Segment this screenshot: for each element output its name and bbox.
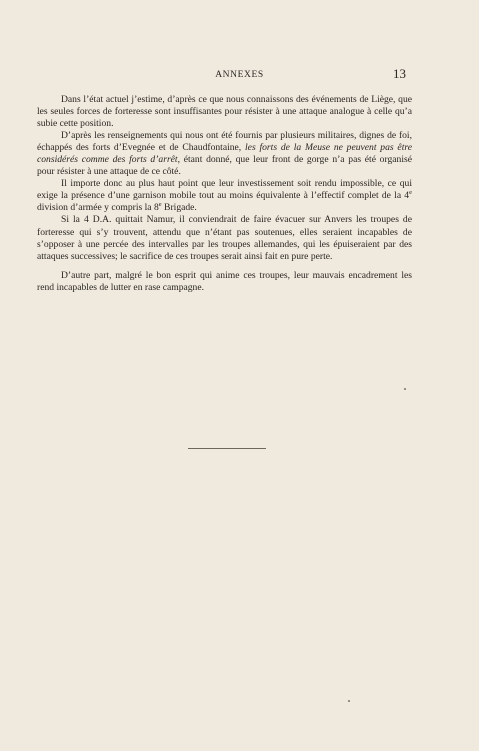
paragraph-2 [37, 130, 412, 178]
page-number: 13 [393, 66, 406, 81]
paragraph-5: D’autre part, malgré le bon esprit qui anime ces troupes, leur mauvais encadrement les rend incapables de lutter en rase campagne. [37, 269, 412, 293]
section-divider [188, 448, 266, 449]
paragraph-1: Dans l’état actuel j’estime, d’après ce que nous connaissons des événements de Liège, que les seules forces de forteresse sont insuffisantes pour résister à une attaque analogue à celle qu’a subie cette position. [37, 94, 412, 130]
superscript-e-2: e [158, 201, 162, 209]
paragraph-2-end: , étant donné, que leur front de gorge n’a pas été organisé pour résister à une attaque de ce côté. [37, 154, 412, 178]
paragraph-4: Si la 4 D.A. quittait Namur, il conviendrait de faire évacuer sur Anvers les troupes de forteresse qui s’y trouvent, attendu que n’étant pas soutenues, elles seraient incapables de s’opposer à une percée des intervalles par les troupes allemandes, qui les épuiseraient par des attaques successives; le sacrifice de ces troupes serait ainsi fait en pure perte. [37, 214, 412, 262]
paragraph-2-start: D’après les renseignements qui nous ont été fournis par plusieurs militaires, dignes de foi, échappés des forts d’Evegnée et de Chaudfontaine, [37, 130, 412, 154]
paragraph-3 [37, 178, 412, 214]
paper-speck [404, 388, 406, 390]
body-text [37, 94, 412, 294]
paragraph-3-end: Brigade. [161, 202, 197, 214]
paragraph-3-middle: division d’armée y compris la 8 [37, 202, 159, 214]
paragraph-2-italic: les forts de la Meuse ne peuvent pas être considérés comme des forts d’arrêt [37, 142, 412, 166]
superscript-e-1: e [409, 189, 412, 197]
running-header: ANNEXES [215, 70, 264, 80]
paragraph-3-start: Il importe donc au plus haut point que leur investissement soit rendu impossible, ce qui exige la présence d’une garnison mobile tout au moins équivalente à l’effectif complet de la 4 [37, 178, 412, 202]
paper-speck [348, 700, 350, 702]
